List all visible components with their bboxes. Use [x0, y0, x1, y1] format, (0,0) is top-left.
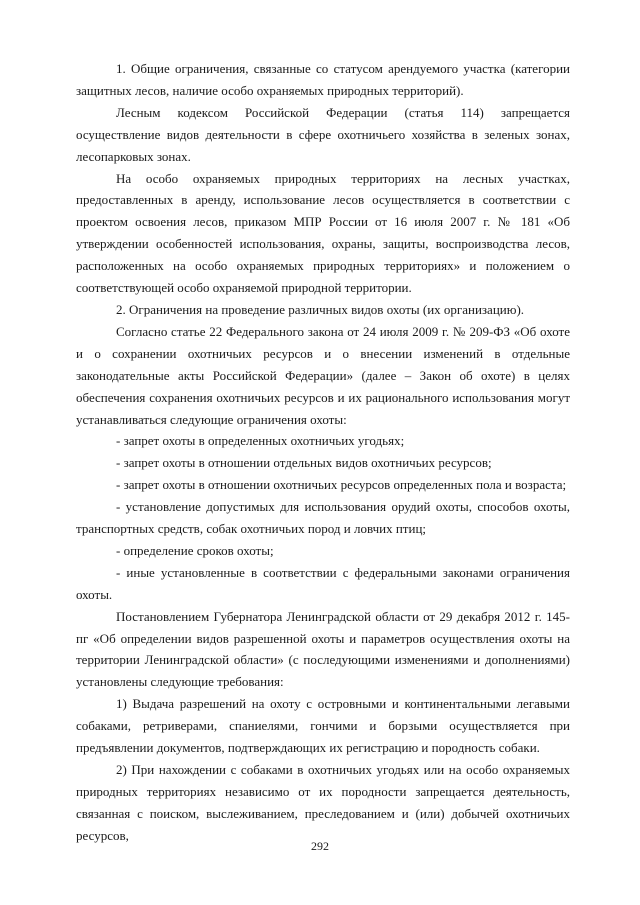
paragraph-governor-decree: Постановлением Губернатора Ленинградской области от 29 декабря 2012 г. 145-пг «Об определении видов разрешенной охоты и параметров осуществления охоты на территории Ленинградской области» (с последующими изменениями и дополнениями) установлены следующие требования:	[76, 608, 570, 690]
document-body	[76, 58, 570, 847]
list-item-ban-species: - запрет охоты в отношении отдельных видов охотничьих ресурсов;	[116, 455, 492, 471]
paragraph-federal-law: Согласно статье 22 Федерального закона от 24 июля 2009 г. № 209-ФЗ «Об охоте и о сохранении охотничьих ресурсов и о внесении изменений в отдельные законодательные акты Российской Федерации» (далее – Закон об охоте) в целях обеспечения сохранения охотничьих ресурсов и их рационального использования могут устанавливаться следующие ограничения охоты:	[76, 323, 570, 427]
list-item-ban-areas: - запрет охоты в определенных охотничьих угодьях;	[116, 433, 405, 449]
paragraph-protected-areas: На особо охраняемых природных территориях на лесных участках, предоставленных в аренду, использование лесов осуществляется в соответствии с проектом освоения лесов, приказом МПР России от 16 июля 2007 г. № 181 «Об утверждении особенностей использования, охраны, защиты, воспроизводства лесов, расположенных на особо охраняемых природных территориях» и положением о соответствующей особо охраняемой природной территории.	[76, 170, 570, 296]
paragraph-hunting-restrictions-heading: 2. Ограничения на проведение различных видов охоты (их организацию).	[116, 301, 525, 317]
page-number: 292	[311, 839, 329, 853]
list-item-hunting-dates: - определение сроков охоты;	[116, 542, 274, 558]
paragraph-general-restrictions: 1. Общие ограничения, связанные со статусом арендуемого участка (категории защитных лесов, наличие особо охраняемых природных территорий).	[76, 61, 570, 98]
list-item-ban-sex-age: - запрет охоты в отношении охотничьих ресурсов определенных пола и возраста;	[116, 477, 567, 493]
list-item-permits-dogs: 1) Выдача разрешений на охоту с островными и континентальными легавыми собаками, ретриверами, спаниелями, гончими и борзыми осуществляется при предъявлении документов, подтверждающих их регистрацию и породность собаки.	[76, 696, 570, 756]
list-item-other-restrictions: - иные установленные в соответствии с федеральными законами ограничения охоты.	[76, 564, 570, 602]
list-item-dogs-in-grounds: 2) При нахождении с собаками в охотничьих угодьях или на особо охраняемых природных территориях независимо от их породности запрещается деятельность, связанная с поиском, выслеживанием, преследованием и (или) добычей охотничьих ресурсов,	[76, 762, 570, 843]
paragraph-forest-code: Лесным кодексом Российской Федерации (статья 114) запрещается осуществление видов деятельности в сфере охотничьего хозяйства в зеленых зонах, лесопарковых зонах.	[76, 104, 570, 164]
list-item-allowed-tools: - установление допустимых для использования орудий охоты, способов охоты, транспортных средств, собак охотничьих пород и ловчих птиц;	[76, 499, 570, 537]
